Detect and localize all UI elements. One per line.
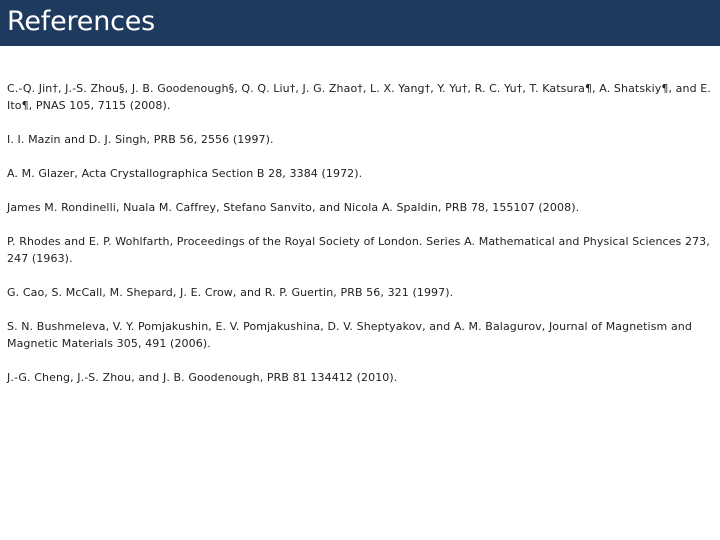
reference-item: C.-Q. Jin†, J.-S. Zhou§, J. B. Goodenough§, Q. Q. Liu†, J. G. Zhao†, L. X. Yang†, Y. Yu†, R. C. Yu†, T. Katsura¶, A. Shatskiy¶, and E. Ito¶, PNAS 105, 7115 (2008). — [7, 82, 711, 112]
reference-item: G. Cao, S. McCall, M. Shepard, J. E. Crow, and R. P. Guertin, PRB 56, 321 (1997). — [7, 286, 454, 299]
reference-item: S. N. Bushmeleva, V. Y. Pomjakushin, E. V. Pomjakushina, D. V. Sheptyakov, and A. M. Balagurov, Journal of Magnetism and Magnetic Materials 305, 491 (2006). — [7, 320, 692, 350]
reference-list — [7, 80, 713, 403]
reference-item: I. I. Mazin and D. J. Singh, PRB 56, 2556 (1997). — [7, 133, 274, 146]
reference-item: P. Rhodes and E. P. Wohlfarth, Proceedings of the Royal Society of London. Series A. Mathematical and Physical Sciences 273, 247 (1963). — [7, 235, 710, 265]
reference-item: A. M. Glazer, Acta Crystallographica Section B 28, 3384 (1972). — [7, 167, 363, 180]
title-bar — [0, 0, 720, 46]
reference-item: J.-G. Cheng, J.-S. Zhou, and J. B. Goodenough, PRB 81 134412 (2010). — [7, 371, 398, 384]
reference-item: James M. Rondinelli, Nuala M. Caffrey, Stefano Sanvito, and Nicola A. Spaldin, PRB 78, 155107 (2008). — [7, 201, 580, 214]
slide-title: References — [7, 6, 156, 37]
